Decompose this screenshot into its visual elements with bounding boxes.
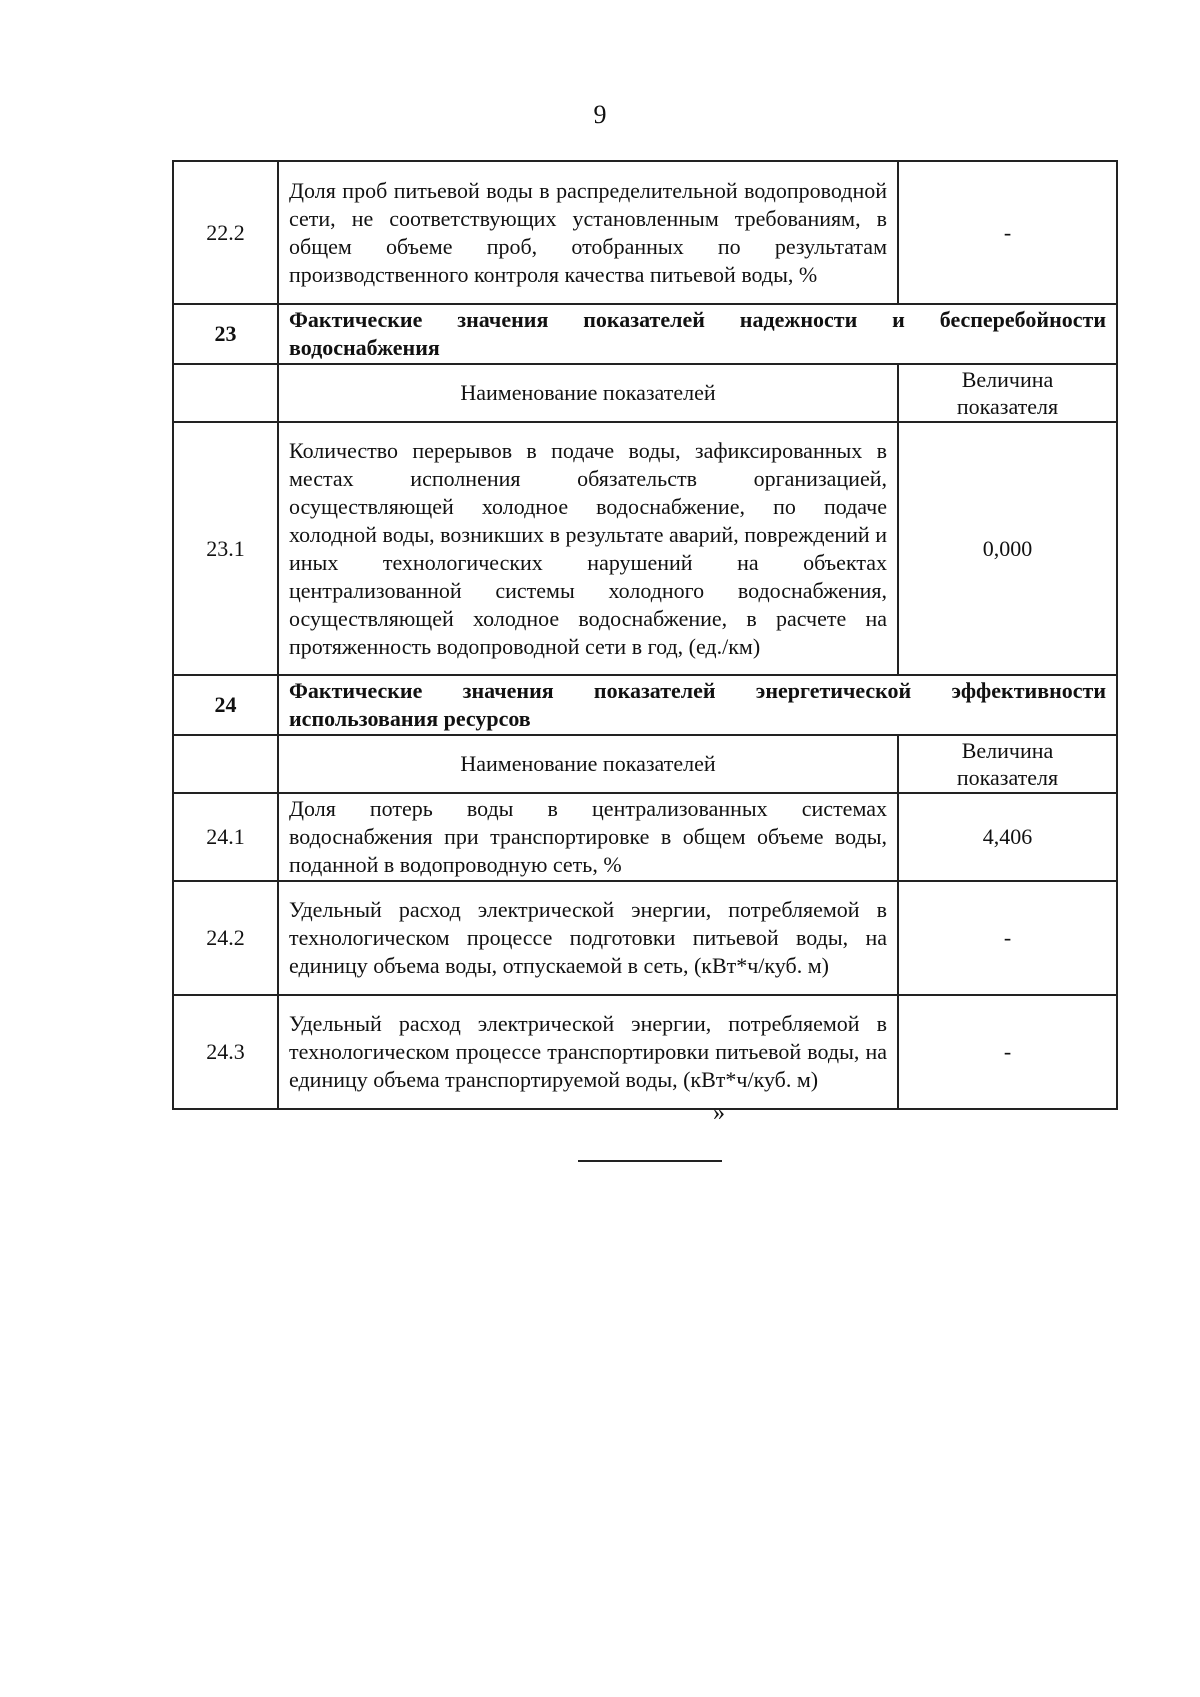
indicator-description: Удельный расход электрической энергии, потребляемой в технологическом процессе транспортировки питьевой воды, на единицу объема транспортируемой воды, (кВт*ч/куб. м): [278, 995, 898, 1109]
page-number: 9: [593, 100, 607, 129]
name-column-header: Наименование показателей: [278, 364, 898, 422]
table-row: [173, 881, 1117, 995]
indicator-value: 4,406: [898, 793, 1117, 881]
section-title: Фактические значения показателей надежности и бесперебойности водоснабжения: [278, 304, 1117, 364]
table-row: [173, 793, 1117, 881]
table-row: [173, 161, 1117, 304]
table-row: [173, 422, 1117, 675]
closing-quote: »: [713, 1100, 725, 1126]
header-empty-cell: [173, 364, 278, 422]
value-column-header: Величина показателя: [898, 735, 1117, 793]
section-row: [173, 675, 1117, 735]
indicator-value: -: [898, 995, 1117, 1109]
header-row: [173, 364, 1117, 422]
row-number: 24.1: [173, 793, 278, 881]
table-row: [173, 995, 1117, 1109]
indicator-value: -: [898, 881, 1117, 995]
row-number: 23.1: [173, 422, 278, 675]
header-row: [173, 735, 1117, 793]
name-column-header: Наименование показателей: [278, 735, 898, 793]
value-column-header: Величина показателя: [898, 364, 1117, 422]
indicator-description: Доля потерь воды в централизованных системах водоснабжения при транспортировке в общем объеме воды, поданной в водопроводную сеть, %: [278, 793, 898, 881]
row-number: 22.2: [173, 161, 278, 304]
end-divider: [578, 1160, 722, 1162]
indicators-table: [172, 160, 1118, 1110]
header-empty-cell: [173, 735, 278, 793]
section-number: 23: [173, 304, 278, 364]
indicator-description: Количество перерывов в подаче воды, зафиксированных в местах исполнения обязательств организацией, осуществляющей холодное водоснабжение, по подаче холодной воды, возникших в результате аварий, повреждений и иных технологических нарушений на объектах централизованной системы холодного водоснабжения, осуществляющей холодное водоснабжение, в расчете на протяженность водопроводной сети в год, (ед./км): [278, 422, 898, 675]
section-number: 24: [173, 675, 278, 735]
indicator-value: -: [898, 161, 1117, 304]
row-number: 24.3: [173, 995, 278, 1109]
row-number: 24.2: [173, 881, 278, 995]
indicator-description: Удельный расход электрической энергии, потребляемой в технологическом процессе подготовки питьевой воды, на единицу объема воды, отпускаемой в сеть, (кВт*ч/куб. м): [278, 881, 898, 995]
indicator-value: 0,000: [898, 422, 1117, 675]
indicator-description: Доля проб питьевой воды в распределительной водопроводной сети, не соответствующих установленным требованиям, в общем объеме проб, отобранных по результатам производственного контроля качества питьевой воды, %: [278, 161, 898, 304]
section-title: Фактические значения показателей энергетической эффективности использования ресурсов: [278, 675, 1117, 735]
section-row: [173, 304, 1117, 364]
